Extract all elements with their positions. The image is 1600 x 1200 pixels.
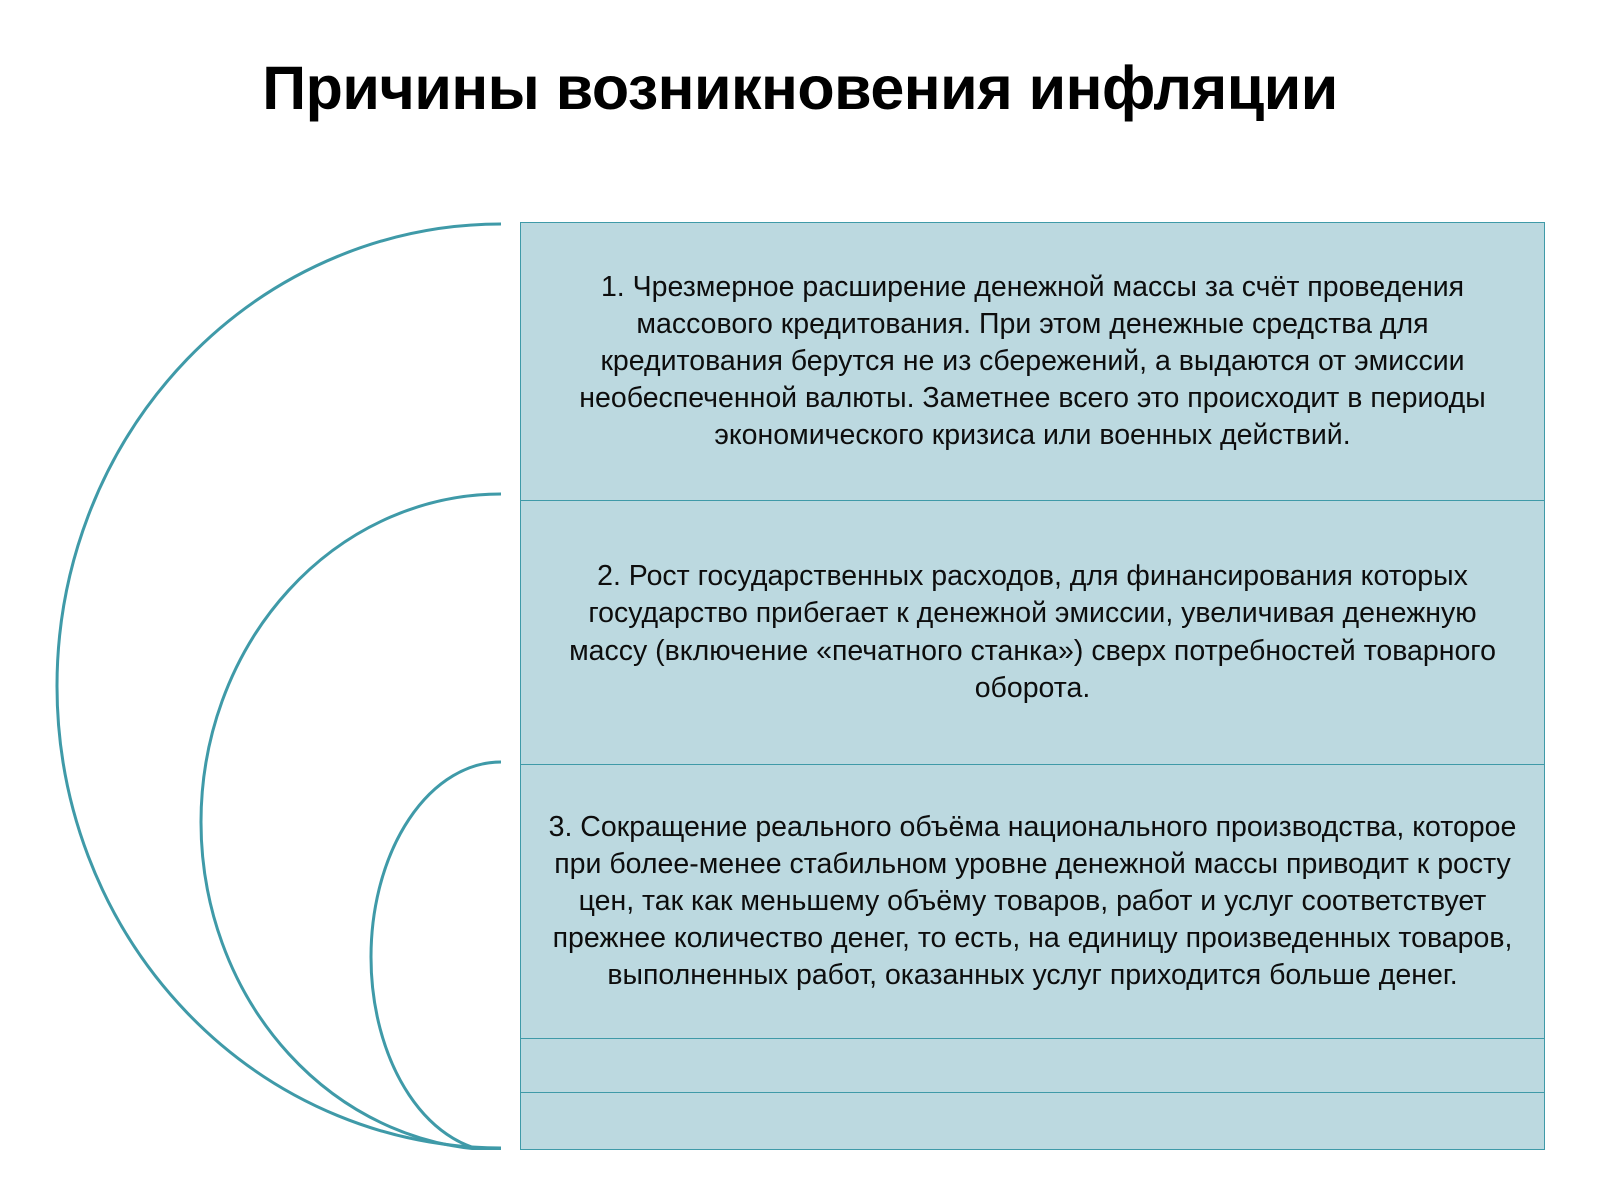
panel-cause-1-text: 1. Чрезмерное расширение денежной массы за счёт проведения массового кредитования. При этом денежные средства для кредитования берутся не из сбережений, а выдаются от эмиссии необеспеченной валюты. Заметнее всего это происходит в периоды экономического кризиса или военных действий. xyxy=(579,270,1486,452)
panel-cause-2-text: 2. Рост государственных расходов, для финансирования которых государство прибегает к денежной эмиссии, увеличивая денежную массу (включение «печатного станка») сверх потребностей товарного оборота. xyxy=(569,560,1496,704)
panel-cause-1 xyxy=(520,222,1545,500)
panel-stack xyxy=(520,222,1545,1150)
arc-inner xyxy=(371,762,501,1150)
panel-cause-3-text: 3. Сокращение реального объёма национального производства, которое при более-менее стабильном уровне денежной массы приводит к росту цен, так как меньшему объёму товаров, работ и услуг соответствует прежнее количество денег, то есть, на единицу произведенных товаров, выполненных работ, оказанных услуг приходится больше денег. xyxy=(548,810,1517,992)
arc-middle xyxy=(201,494,501,1150)
arc-outer xyxy=(57,224,501,1148)
page-title: Причины возникновения инфляции xyxy=(262,54,1338,122)
panel-cause-3 xyxy=(520,764,1545,1038)
panel-empty-5 xyxy=(520,1092,1545,1150)
panel-empty-4 xyxy=(520,1038,1545,1092)
panel-cause-2 xyxy=(520,500,1545,764)
radial-arcs-diagram xyxy=(55,222,1545,1150)
